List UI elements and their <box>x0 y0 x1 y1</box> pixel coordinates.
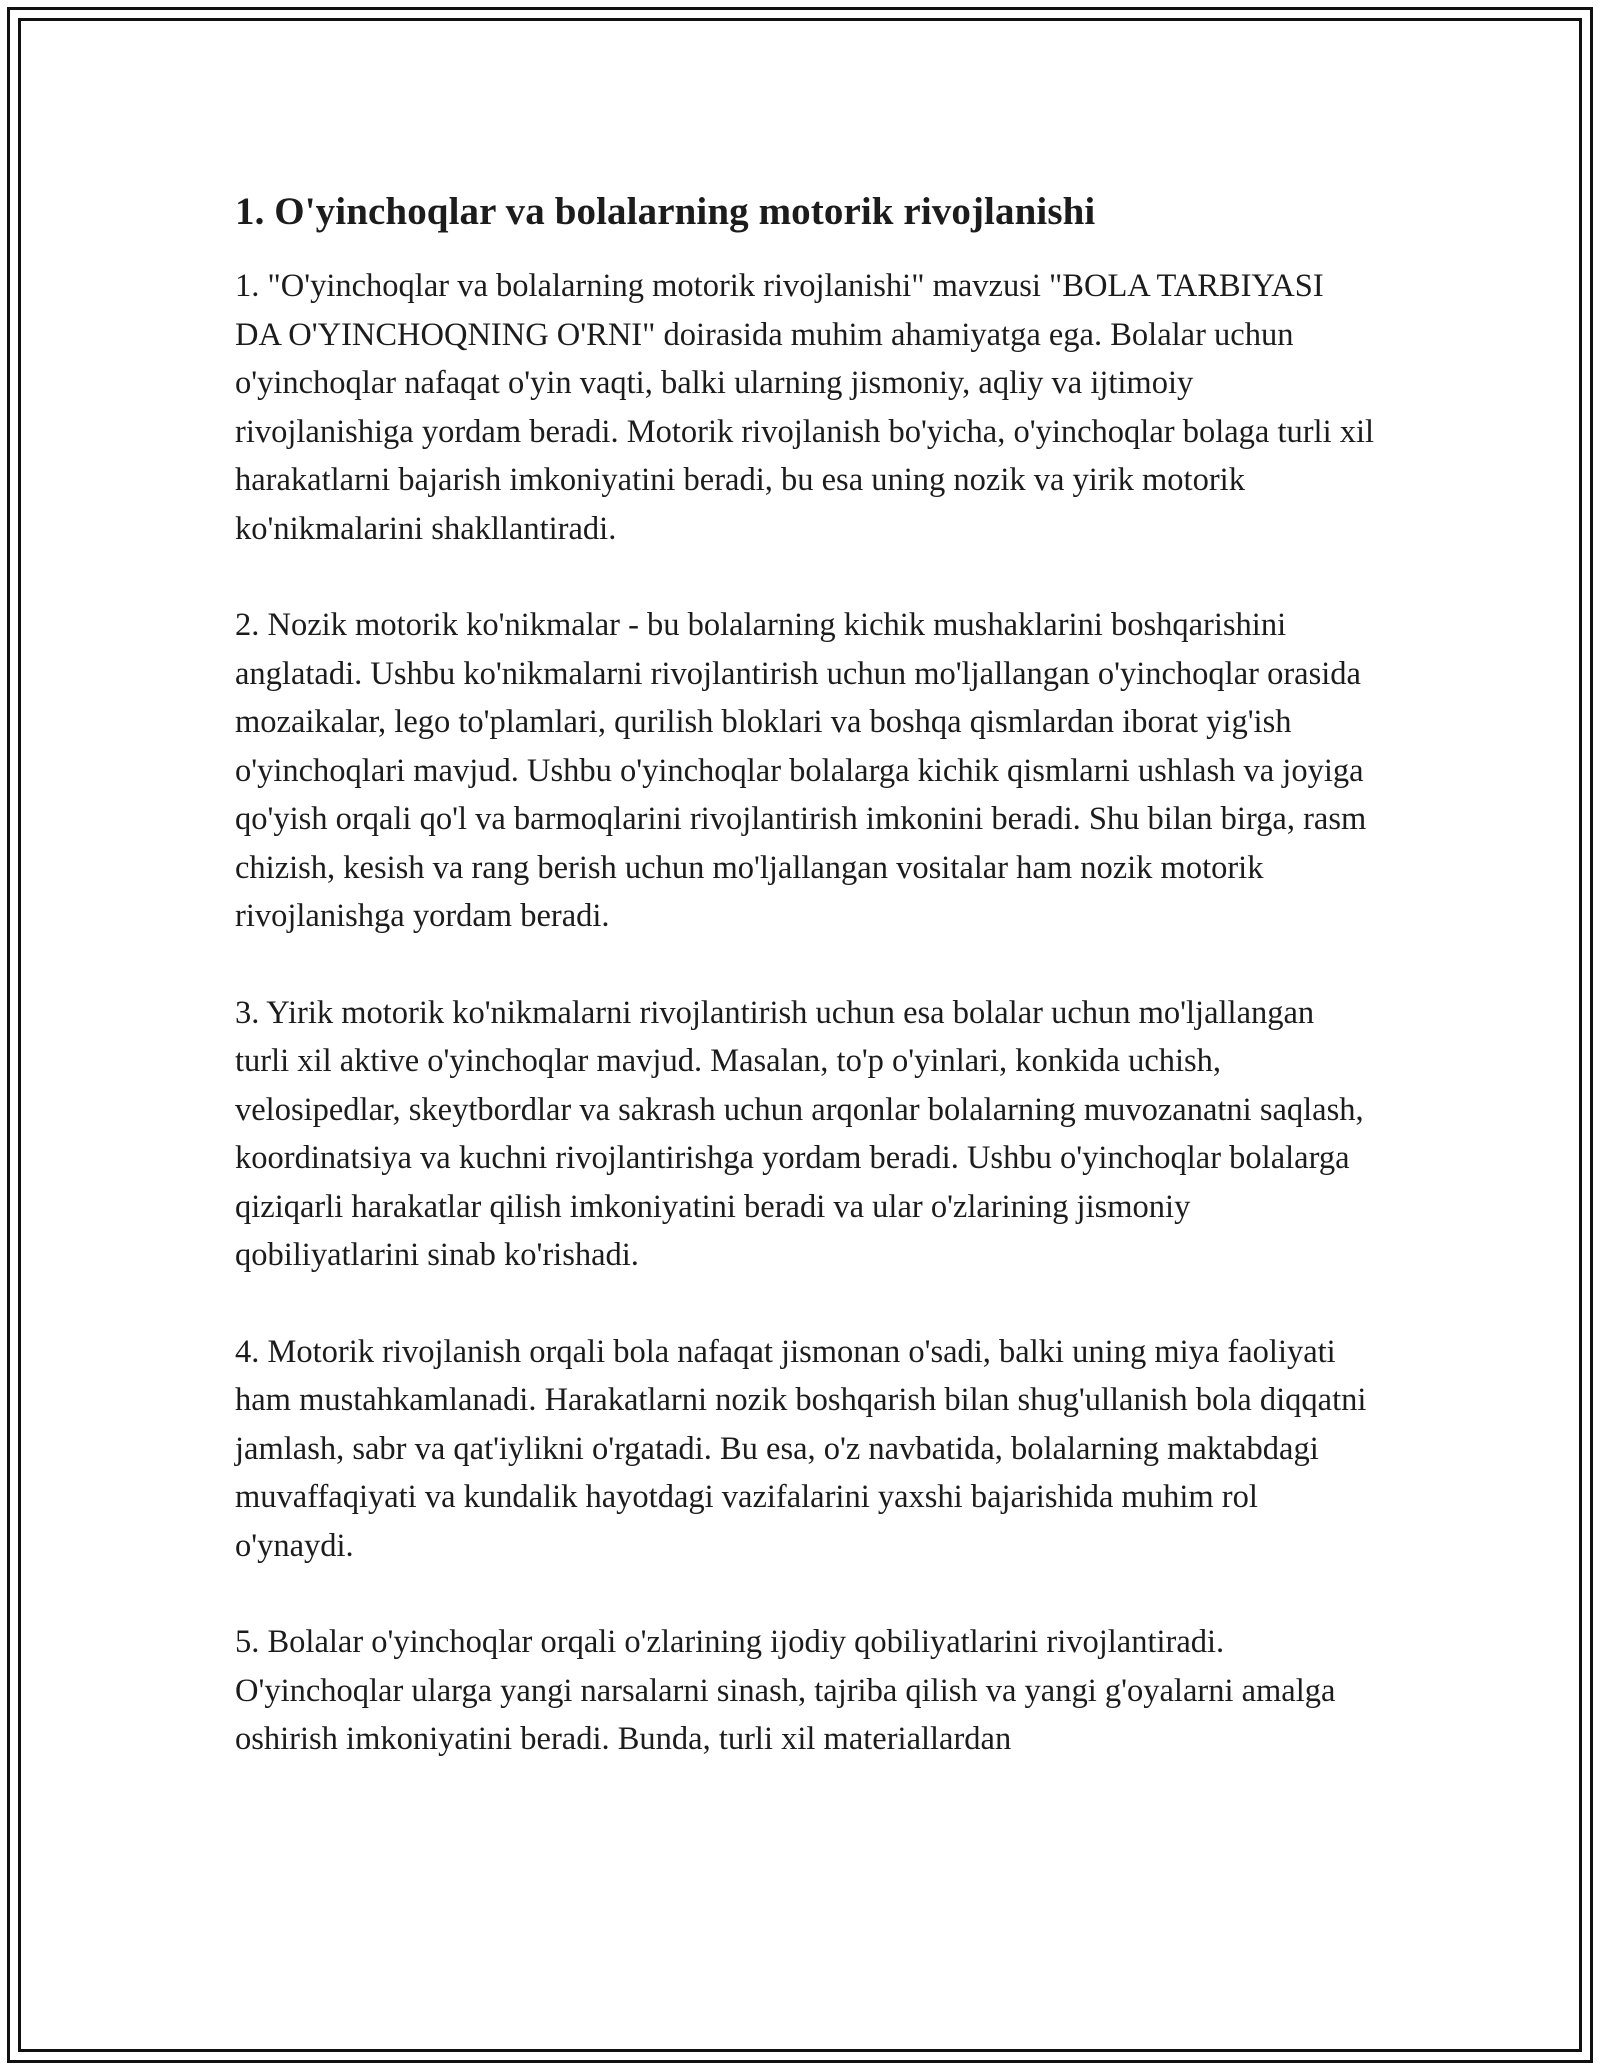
paragraph-4: 4. Motorik rivojlanish orqali bola nafaqat jismonan o'sadi, balki uning miya faoliyati ham mustahkamlanadi. Harakatlarni nozik boshqarish bilan shug'ullanish bola diqqatni jamlash, sabr va qat'iylikni o'rgatadi. Bu esa, o'z navbatida, bolalarning maktabdagi muvaffaqiyati va kundalik hayotdagi vazifalarini yaxshi bajarishida muhim rol o'ynaydi. <box>235 1333 1367 1564</box>
document-title: 1. O'yinchoqlar va bolalarning motorik rivojlanishi <box>235 190 1096 233</box>
paragraph-1: 1. "O'yinchoqlar va bolalarning motorik rivojlanishi" mavzusi "BOLA TARBIYASI DA O'YINCHOQNING O'RNI" doirasida muhim ahamiyatga ega. Bolalar uchun o'yinchoqlar nafaqat o'yin vaqti, balki ularning jismoniy, aqliy va ijtimoiy rivojlanishiga yordam beradi. Motorik rivojlanish bo'yicha, o'yinchoqlar bolaga turli xil harakatlarni bajarish imkoniyatini beradi, bu esa uning nozik va yirik motorik ko'nikmalarini shakllantiradi. <box>235 268 1375 547</box>
document-body <box>235 188 1375 1812</box>
paragraph-5: 5. Bolalar o'yinchoqlar orqali o'zlarining ijodiy qobiliyatlarini rivojlantiradi. O'yinchoqlar ularga yangi narsalarni sinash, tajriba qilish va yangi g'oyalarni amalga oshirish imkoniyatini beradi. Bunda, turli xil materiallardan <box>235 1624 1336 1757</box>
paragraph-3: 3. Yirik motorik ko'nikmalarni rivojlantirish uchun esa bolalar uchun mo'ljallangan turli xil aktive o'yinchoqlar mavjud. Masalan, to'p o'yinlari, konkida uchish, velosipedlar, skeytbordlar va sakrash uchun arqonlar bolalarning muvozanatni saqlash, koordinatsiya va kuchni rivojlantirishga yordam beradi. Ushbu o'yinchoqlar bolalarga qiziqarli harakatlar qilish imkoniyatini beradi va ular o'zlarining jismoniy qobiliyatlarini sinab ko'rishadi. <box>235 994 1364 1273</box>
paragraph-2: 2. Nozik motorik ko'nikmalar - bu bolalarning kichik mushaklarini boshqarishini anglatadi. Ushbu ko'nikmalarni rivojlantirish uchun mo'ljallangan o'yinchoqlar orasida mozaikalar, lego to'plamlari, qurilish bloklari va boshqa qismlardan iborat yig'ish o'yinchoqlari mavjud. Ushbu o'yinchoqlar bolalarga kichik qismlarni ushlash va joyiga qo'yish orqali qo'l va barmoqlarini rivojlantirish imkonini beradi. Shu bilan birga, rasm chizish, kesish va rang berish uchun mo'ljallangan vositalar ham nozik motorik rivojlanishga yordam beradi. <box>235 607 1367 934</box>
